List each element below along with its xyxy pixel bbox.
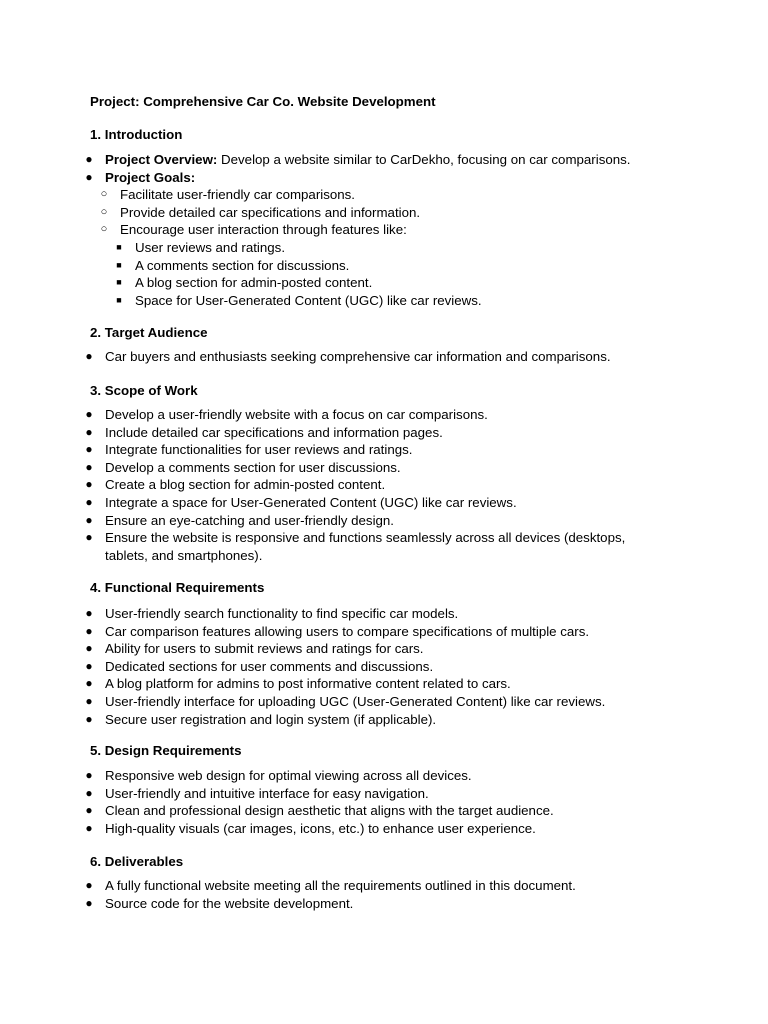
list-item: ● Secure user registration and login system (if applicable).: [0, 711, 768, 729]
list-item: ○ Facilitate user-friendly car comparisons.: [0, 186, 768, 204]
bullet-icon: ●: [85, 693, 93, 708]
bullet-icon: ●: [85, 641, 93, 656]
list-item: ■ User reviews and ratings.: [0, 239, 768, 257]
bullet-icon: ●: [85, 407, 93, 421]
bullet-icon: ●: [85, 442, 93, 457]
list-item: ● Ensure an eye-catching and user-friendly design.: [0, 512, 768, 530]
list-item: ● User-friendly and intuitive interface for easy navigation.: [0, 785, 768, 803]
goals-label: Project Goals:: [105, 169, 196, 185]
functional-list: [0, 605, 768, 728]
bullet-icon: ●: [85, 878, 93, 892]
bullet-icon: ●: [85, 349, 93, 363]
section-heading: 5. Design Requirements: [90, 743, 242, 758]
deliverables-list: [0, 877, 768, 912]
list-item: ● Integrate a space for User-Generated Content (UGC) like car reviews.: [0, 494, 768, 512]
bullet-icon: ●: [85, 459, 93, 474]
bullet-icon: ●: [85, 711, 93, 726]
list-item: [0, 169, 768, 187]
list-item: ● Ensure the website is responsive and functions seamlessly across all devices (desktops, tablets, and smartphones).: [0, 529, 768, 564]
bullet-icon: ●: [85, 658, 93, 673]
overview-text: Develop a website similar to CarDekho, focusing on car comparisons.: [217, 152, 631, 167]
bullet-icon: ●: [85, 152, 93, 166]
list-item: ■ A comments section for discussions.: [0, 257, 768, 275]
list-item: ■ Space for User-Generated Content (UGC) like car reviews.: [0, 292, 768, 310]
list-item: ○ Provide detailed car specifications and information.: [0, 204, 768, 222]
list-item: ■ A blog section for admin-posted content.: [0, 274, 768, 292]
section-heading: 6. Deliverables: [90, 854, 184, 869]
list-item: ● A blog platform for admins to post informative content related to cars.: [0, 675, 768, 693]
bullet-icon: ●: [85, 424, 93, 439]
list-item: ○ Encourage user interaction through features like:: [0, 221, 768, 239]
list-item: ● Ability for users to submit reviews and ratings for cars.: [0, 640, 768, 658]
overview-label: Project Overview:: [105, 152, 218, 167]
list-item: ● Develop a comments section for user discussions.: [0, 459, 768, 477]
bullet-icon: ●: [85, 768, 93, 782]
list-item: [0, 151, 768, 169]
square-bullet-icon: ■: [116, 277, 122, 288]
square-bullet-icon: ■: [116, 241, 122, 252]
bullet-icon: ●: [85, 477, 93, 492]
design-list: [0, 767, 768, 837]
list-item: ● Dedicated sections for user comments and discussions.: [0, 658, 768, 676]
list-item: ● A fully functional website meeting all the requirements outlined in this document.: [0, 877, 768, 895]
bullet-icon: ●: [85, 530, 93, 545]
list-item: ● Clean and professional design aesthetic that aligns with the target audience.: [0, 802, 768, 820]
square-bullet-icon: ■: [116, 259, 122, 270]
list-item: ● User-friendly interface for uploading UGC (User-Generated Content) like car reviews.: [0, 693, 768, 711]
bullet-icon: ●: [85, 895, 93, 910]
list-item: ● Integrate functionalities for user reviews and ratings.: [0, 441, 768, 459]
intro-list: [0, 151, 768, 309]
list-item: ● Car buyers and enthusiasts seeking comprehensive car information and comparisons.: [0, 348, 768, 366]
bullet-icon: ●: [85, 494, 93, 509]
list-item: ● Include detailed car specifications and information pages.: [0, 424, 768, 442]
list-item: ● Develop a user-friendly website with a focus on car comparisons.: [0, 406, 768, 424]
list-item: ● Create a blog section for admin-posted content.: [0, 476, 768, 494]
list-item: ● User-friendly search functionality to find specific car models.: [0, 605, 768, 623]
circle-bullet-icon: ○: [100, 223, 108, 236]
circle-bullet-icon: ○: [100, 188, 108, 201]
section-heading: 4. Functional Requirements: [90, 580, 265, 595]
bullet-icon: ●: [85, 623, 93, 638]
section-heading: 3. Scope of Work: [90, 383, 198, 398]
list-item: ● Source code for the website development.: [0, 895, 768, 913]
list-item: ● Responsive web design for optimal viewing across all devices.: [0, 767, 768, 785]
section-heading: 1. Introduction: [90, 127, 183, 142]
section-heading: 2. Target Audience: [90, 325, 208, 340]
scope-list: [0, 406, 768, 564]
list-item: ● High-quality visuals (car images, icons, etc.) to enhance user experience.: [0, 820, 768, 838]
list-item: ● Car comparison features allowing users to compare specifications of multiple cars.: [0, 623, 768, 641]
bullet-icon: ●: [85, 820, 93, 835]
bullet-icon: ●: [85, 785, 93, 800]
audience-list: [0, 348, 768, 366]
bullet-icon: ●: [85, 803, 93, 818]
circle-bullet-icon: ○: [100, 205, 108, 218]
bullet-icon: ●: [85, 606, 93, 620]
bullet-icon: ●: [85, 169, 93, 184]
document-title: Project: Comprehensive Car Co. Website Development: [90, 94, 436, 109]
bullet-icon: ●: [85, 676, 93, 691]
bullet-icon: ●: [85, 512, 93, 527]
square-bullet-icon: ■: [116, 294, 122, 305]
